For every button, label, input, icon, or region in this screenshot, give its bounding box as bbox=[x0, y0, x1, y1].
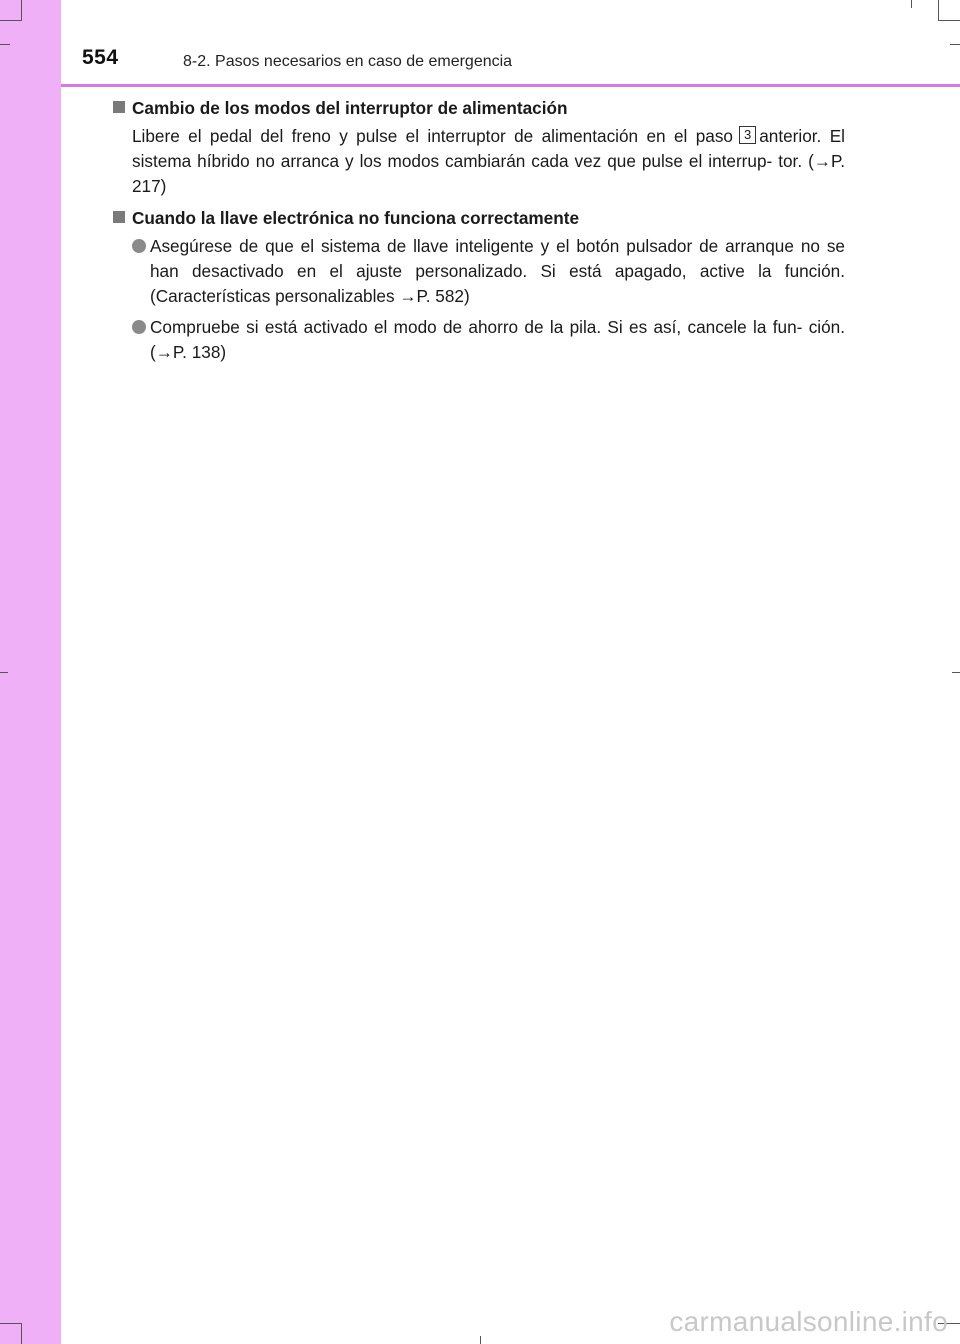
list-item-text: Compruebe si está activado el modo de ahorro de la pila. Si es así, cancele la fun- ción. (→P. 138) bbox=[150, 317, 845, 362]
paragraph-text: Libere el pedal del freno y pulse el interruptor de alimentación en el paso bbox=[132, 126, 733, 146]
crop-mark bbox=[480, 1336, 481, 1344]
list-item bbox=[132, 234, 845, 309]
crop-mark bbox=[0, 1323, 22, 1324]
list-item-text: Asegúrese de que el sistema de llave inteligente y el botón pulsador de arranque no se han desactivado en el ajuste personalizado. Si está apagado, active la función. (Características personalizables →P. 582) bbox=[150, 236, 845, 306]
crop-mark bbox=[938, 20, 960, 21]
section-title: 8-2. Pasos necesarios en caso de emergencia bbox=[183, 53, 513, 70]
crop-mark bbox=[21, 0, 22, 20]
step-number-badge: 3 bbox=[739, 126, 756, 144]
crop-mark bbox=[938, 0, 939, 20]
round-bullet-icon bbox=[132, 320, 146, 334]
crop-mark bbox=[0, 44, 10, 45]
square-bullet-icon bbox=[113, 211, 125, 223]
page-content bbox=[113, 96, 845, 372]
section-power-switch-modes bbox=[113, 96, 845, 199]
section-heading bbox=[113, 206, 845, 231]
crop-mark bbox=[950, 44, 960, 45]
crop-mark bbox=[21, 1324, 22, 1344]
section-key-malfunction bbox=[113, 206, 845, 365]
page-number: 554 bbox=[82, 46, 119, 69]
crop-mark bbox=[0, 672, 8, 673]
side-color-strip bbox=[0, 0, 61, 1344]
watermark: carmanualsonline.info bbox=[669, 1306, 948, 1337]
body-paragraph bbox=[132, 124, 845, 199]
square-bullet-icon bbox=[113, 101, 125, 113]
list-item bbox=[132, 315, 845, 365]
heading-text: Cambio de los modos del interruptor de alimentación bbox=[132, 98, 568, 118]
section-heading bbox=[113, 96, 845, 121]
header-rule bbox=[61, 84, 960, 87]
heading-text: Cuando la llave electrónica no funciona correctamente bbox=[132, 208, 580, 228]
round-bullet-icon bbox=[132, 239, 146, 253]
crop-mark bbox=[952, 672, 960, 673]
crop-mark bbox=[0, 20, 22, 21]
paragraph-text: anterior. El sistema híbrido no arranca y los modos cambiarán cada vez que pulse el interrup- tor. (→P. 217) bbox=[132, 126, 845, 196]
crop-mark bbox=[911, 0, 912, 8]
